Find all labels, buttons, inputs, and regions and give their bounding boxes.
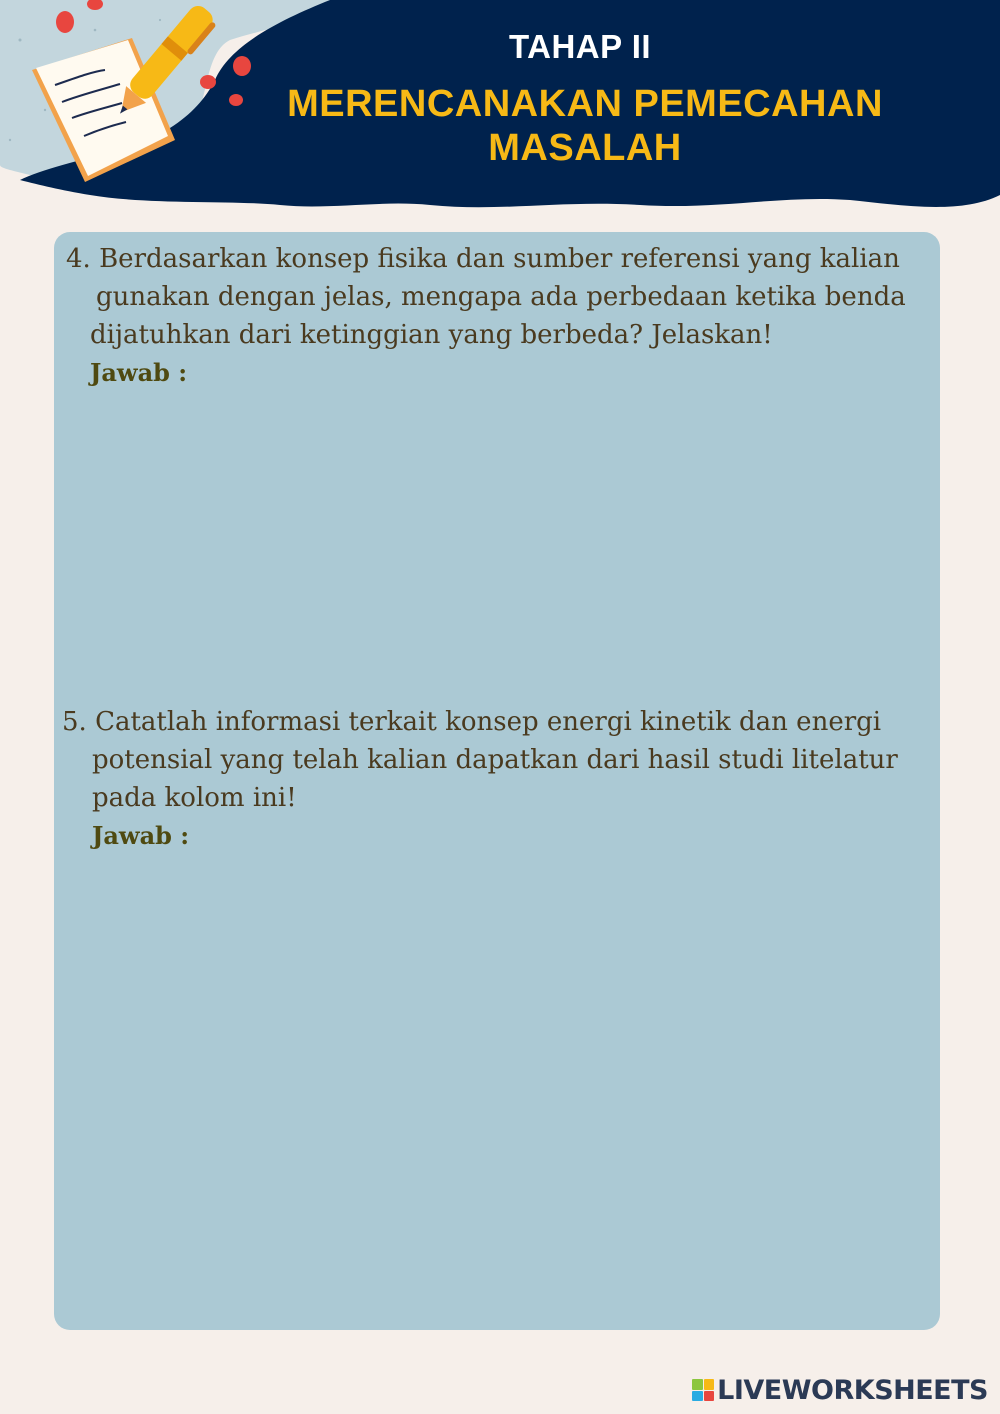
question-4-line-1: 4. Berdasarkan konsep fisika dan sumber referensi yang kalian (66, 244, 900, 274)
page-title: MERENCANAKAN PEMECAHAN MASALAH (287, 83, 883, 169)
brand-name: LIVEWORKSHEETS (717, 1374, 988, 1406)
liveworksheets-logo (692, 1374, 988, 1406)
question-5-line-1: 5. Catatlah informasi terkait konsep energi kinetik dan energi (62, 707, 882, 737)
stage-label: TAHAP II (508, 28, 652, 65)
question-5 (62, 703, 898, 855)
liveworksheets-logo-icon (692, 1379, 714, 1401)
answer-label-4: Jawab : (90, 358, 188, 387)
question-5-line-2: potensial yang telah kalian dapatkan dari hasil studi litelatur (92, 745, 898, 775)
question-4-line-3: dijatuhkan dari ketinggian yang berbeda? Jelaskan! (90, 320, 773, 350)
question-4-line-2: gunakan dengan jelas, mengapa ada perbedaan ketika benda (96, 282, 906, 312)
answer-label-5: Jawab : (92, 821, 190, 850)
question-4 (66, 240, 906, 392)
question-5-line-3: pada kolom ini! (92, 783, 297, 813)
